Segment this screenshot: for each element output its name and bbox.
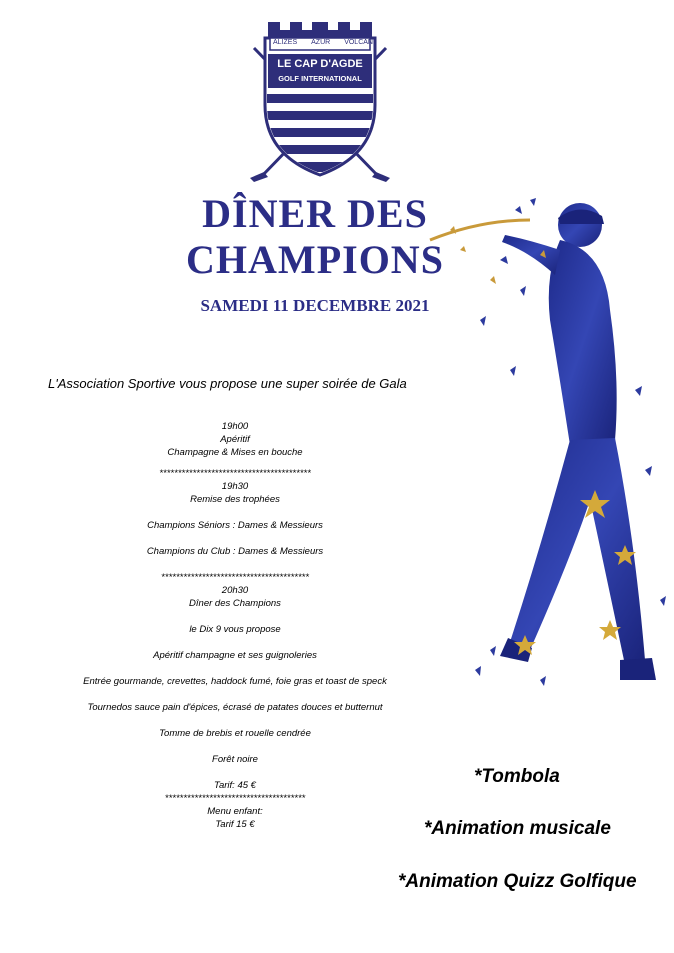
time-1930: 19h30 bbox=[221, 481, 249, 492]
kids-menu-price: Tarif 15 € bbox=[215, 819, 255, 830]
separator-2: **************************************** bbox=[161, 572, 309, 583]
separator-1: ***************************************** bbox=[159, 468, 311, 479]
trophies-title: Remise des trophées bbox=[190, 494, 280, 505]
menu-aperitif: Apéritif champagne et ses guignoleries bbox=[153, 650, 317, 661]
program bbox=[50, 420, 420, 831]
logo-banner-word-1: ALIZES bbox=[273, 39, 298, 46]
kids-menu-title: Menu enfant: bbox=[207, 806, 263, 817]
menu-starter: Entrée gourmande, crevettes, haddock fumé, foie gras et toast de speck bbox=[83, 676, 387, 687]
aperitif-detail: Champagne & Mises en bouche bbox=[167, 447, 303, 458]
event-title-line2: CHAMPIONS bbox=[186, 237, 444, 282]
menu-dessert: Forêt noire bbox=[212, 754, 258, 765]
time-1900: 19h00 bbox=[221, 421, 249, 432]
trophies-club: Champions du Club : Dames & Messieurs bbox=[146, 546, 324, 557]
club-logo bbox=[240, 10, 400, 185]
trophies-seniors: Champions Séniors : Dames & Messieurs bbox=[147, 520, 323, 531]
extra-quizz-golfique: *Animation Quizz Golfique bbox=[398, 871, 637, 892]
menu-main: Tournedos sauce pain d'épices, écrasé de patates douces et butternut bbox=[87, 702, 383, 713]
menu-cheese: Tomme de brebis et rouelle cendrée bbox=[159, 728, 311, 739]
event-date: SAMEDI 11 DECEMBRE 2021 bbox=[200, 296, 430, 315]
logo-name-line2: GOLF INTERNATIONAL bbox=[278, 74, 362, 83]
extra-animation-musicale: *Animation musicale bbox=[424, 818, 611, 839]
menu-price: Tarif: 45 € bbox=[214, 780, 256, 791]
logo-name-line1: LE CAP D'AGDE bbox=[277, 58, 363, 70]
club-crest-icon bbox=[240, 10, 400, 185]
time-2030: 20h30 bbox=[221, 585, 249, 596]
dinner-provider: le Dix 9 vous propose bbox=[189, 624, 281, 635]
extra-tombola: *Tombola bbox=[474, 766, 560, 787]
logo-banner bbox=[273, 39, 373, 46]
event-title-line1: DÎNER DES bbox=[202, 191, 428, 236]
aperitif-title: Apéritif bbox=[220, 434, 250, 445]
intro-text: L'Association Sportive vous propose une super soirée de Gala bbox=[48, 376, 407, 391]
logo-banner-word-2: AZUR bbox=[311, 39, 331, 46]
dinner-title: Dîner des Champions bbox=[189, 598, 281, 609]
separator-3: ************************************** bbox=[164, 793, 306, 804]
logo-banner-word-3: VOLCAN bbox=[344, 39, 373, 46]
